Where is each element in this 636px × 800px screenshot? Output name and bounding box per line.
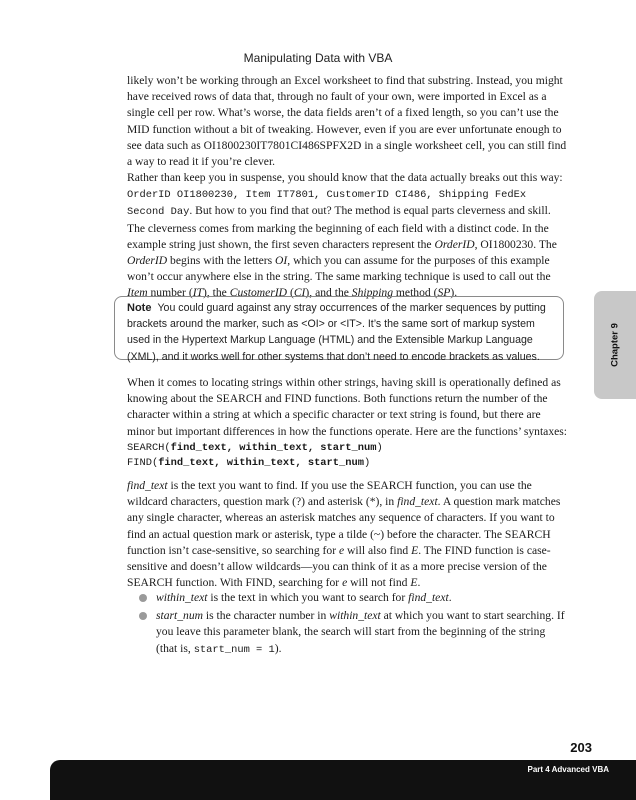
italic-term: OrderID — [127, 254, 168, 268]
function-args: find_text, within_text, start_num — [170, 442, 377, 454]
function-name: SEARCH( — [127, 442, 171, 454]
function-close: ) — [376, 442, 383, 454]
inline-code: OrderID OI1800230, Item IT7801, CustomerID CI486, Shipping FedEx Second Day — [127, 189, 527, 219]
italic-term: find_text — [127, 479, 168, 492]
text-run: is the text in which you want to search for — [207, 591, 409, 604]
italic-term: within_text — [156, 591, 208, 604]
italic-term: OrderID — [434, 237, 475, 251]
text-run: ), the — [203, 286, 230, 300]
function-close: ) — [363, 456, 371, 469]
italic-term: Item — [127, 286, 148, 300]
note-label: Note — [127, 302, 152, 314]
text-run: at which you want to start searching. If you leave this parameter blank, the search will start from the beginning of the string (that is, — [156, 609, 565, 655]
footer-bar — [50, 760, 636, 800]
note-text: You could guard against any stray occurrences of the marker sequences by putting brackets around the marker, such as <OI> or <IT>. It’s the same sort of markup system used in the Hypertext Markup Language (HTML) and the Extensible Markup Language (XML), and it works well for other systems that don’t need to encode brackets as values. — [127, 302, 546, 363]
chapter-tab-label: Chapter 9 — [609, 323, 621, 367]
find-syntax-line — [127, 456, 569, 471]
argument-list — [127, 590, 569, 660]
italic-term: CustomerID — [229, 286, 288, 300]
text-run: number ( — [147, 286, 193, 300]
text-run: ), and the — [305, 286, 352, 300]
text-run: . But how to you find that out? The method is equal parts cleverness and skill. The cleverness comes from marking the beginning of each field with a distinct code. In the example string just shown, the first seven characters represent the — [127, 204, 551, 251]
text-run: ). — [274, 641, 282, 655]
text-run: . — [417, 576, 421, 590]
text-run: will not find — [347, 576, 411, 590]
chapter-tab — [594, 291, 636, 399]
paragraph-text: When it comes to locating strings within other strings, having skill is operationally defined as knowing about the SEARCH and FIND functions. Both functions return the number of the character within a string at which a specific character or text string is found, but there are minor but important differences in how the functions operate. Here are the functions’ syntaxes: — [127, 376, 567, 438]
text-run: ). — [450, 286, 458, 300]
italic-term: E — [411, 543, 419, 557]
paragraph-find-text-description — [127, 478, 569, 591]
text-run: ( — [287, 286, 294, 300]
inline-code: start_num = 1 — [193, 643, 275, 656]
italic-term: SP — [437, 286, 451, 300]
text-run: is the character number in — [203, 609, 330, 623]
italic-term: find_text — [397, 495, 438, 509]
paragraph-data-breakout — [127, 170, 569, 302]
paragraph-search-find-intro — [127, 375, 569, 440]
italic-term: within_text — [329, 609, 381, 623]
italic-term: E — [410, 576, 418, 590]
function-args: find_text, within_text, start_num — [158, 456, 364, 469]
list-item — [127, 590, 569, 606]
search-syntax-line — [127, 441, 569, 456]
paragraph-text: likely won’t be working through an Excel worksheet to find that substring. Instead, you might have received rows of data that, through no fault of your own, were imported in Excel as a single cell per row. What’s worse, the data fields aren’t of a fixed length, so you can’t use the MID function without a bit of tweaking. However, even if you are ever unfortunate enough to see data such as OI1800230IT7801CI486SPFX2D in a single worksheet cell, you can still find a way to read it if you’re clever. — [127, 74, 567, 169]
footer-part-label: Part 4 Advanced VBA — [527, 765, 609, 774]
italic-term: IT — [192, 286, 203, 300]
bullet-icon — [139, 594, 147, 602]
function-syntax-block — [127, 441, 569, 470]
text-run: Rather than keep you in suspense, you should know that the data actually breaks out this way: — [127, 171, 563, 184]
italic-term: find_text — [408, 591, 449, 604]
list-item — [127, 608, 569, 658]
italic-term: OI — [275, 254, 288, 268]
note-callout — [127, 300, 559, 365]
italic-term: start_num — [156, 609, 204, 623]
text-run: is the text you want to find. If you use the SEARCH function, you can use the wildcard characters, question mark (?) and asterisk (*), in — [127, 479, 532, 509]
italic-term: e — [342, 576, 348, 590]
function-name: FIND( — [127, 456, 159, 469]
text-run: method ( — [393, 286, 438, 300]
text-run: , OI1800230. The — [474, 237, 557, 251]
text-run: will also find — [344, 543, 412, 557]
text-run: , which you can assume for the purposes of this example won’t occur anywhere else in the string. The same marking technique is used to call out the — [127, 254, 551, 284]
italic-term: CI — [293, 286, 306, 300]
page-number: 203 — [570, 740, 592, 755]
paragraph-substring-intro — [127, 73, 569, 170]
text-run: . A question mark matches any single character, whereas an asterisk matches any sequence of characters. If you want to find an actual question mark or asterisk, type a tilde (~) before the character. The SEARCH function isn’t case-sensitive, so searching for — [127, 495, 561, 557]
running-head: Manipulating Data with VBA — [243, 51, 393, 65]
italic-term: e — [338, 543, 345, 557]
text-run: . — [448, 591, 452, 604]
text-run: . The FIND function is case-sensitive and doesn’t allow wildcards—you can think of it as a more precise version of the SEARCH function. With FIND, searching for — [127, 543, 551, 590]
italic-term: Shipping — [351, 286, 394, 300]
bullet-icon — [139, 612, 147, 620]
text-run: begins with the letters — [167, 254, 276, 268]
